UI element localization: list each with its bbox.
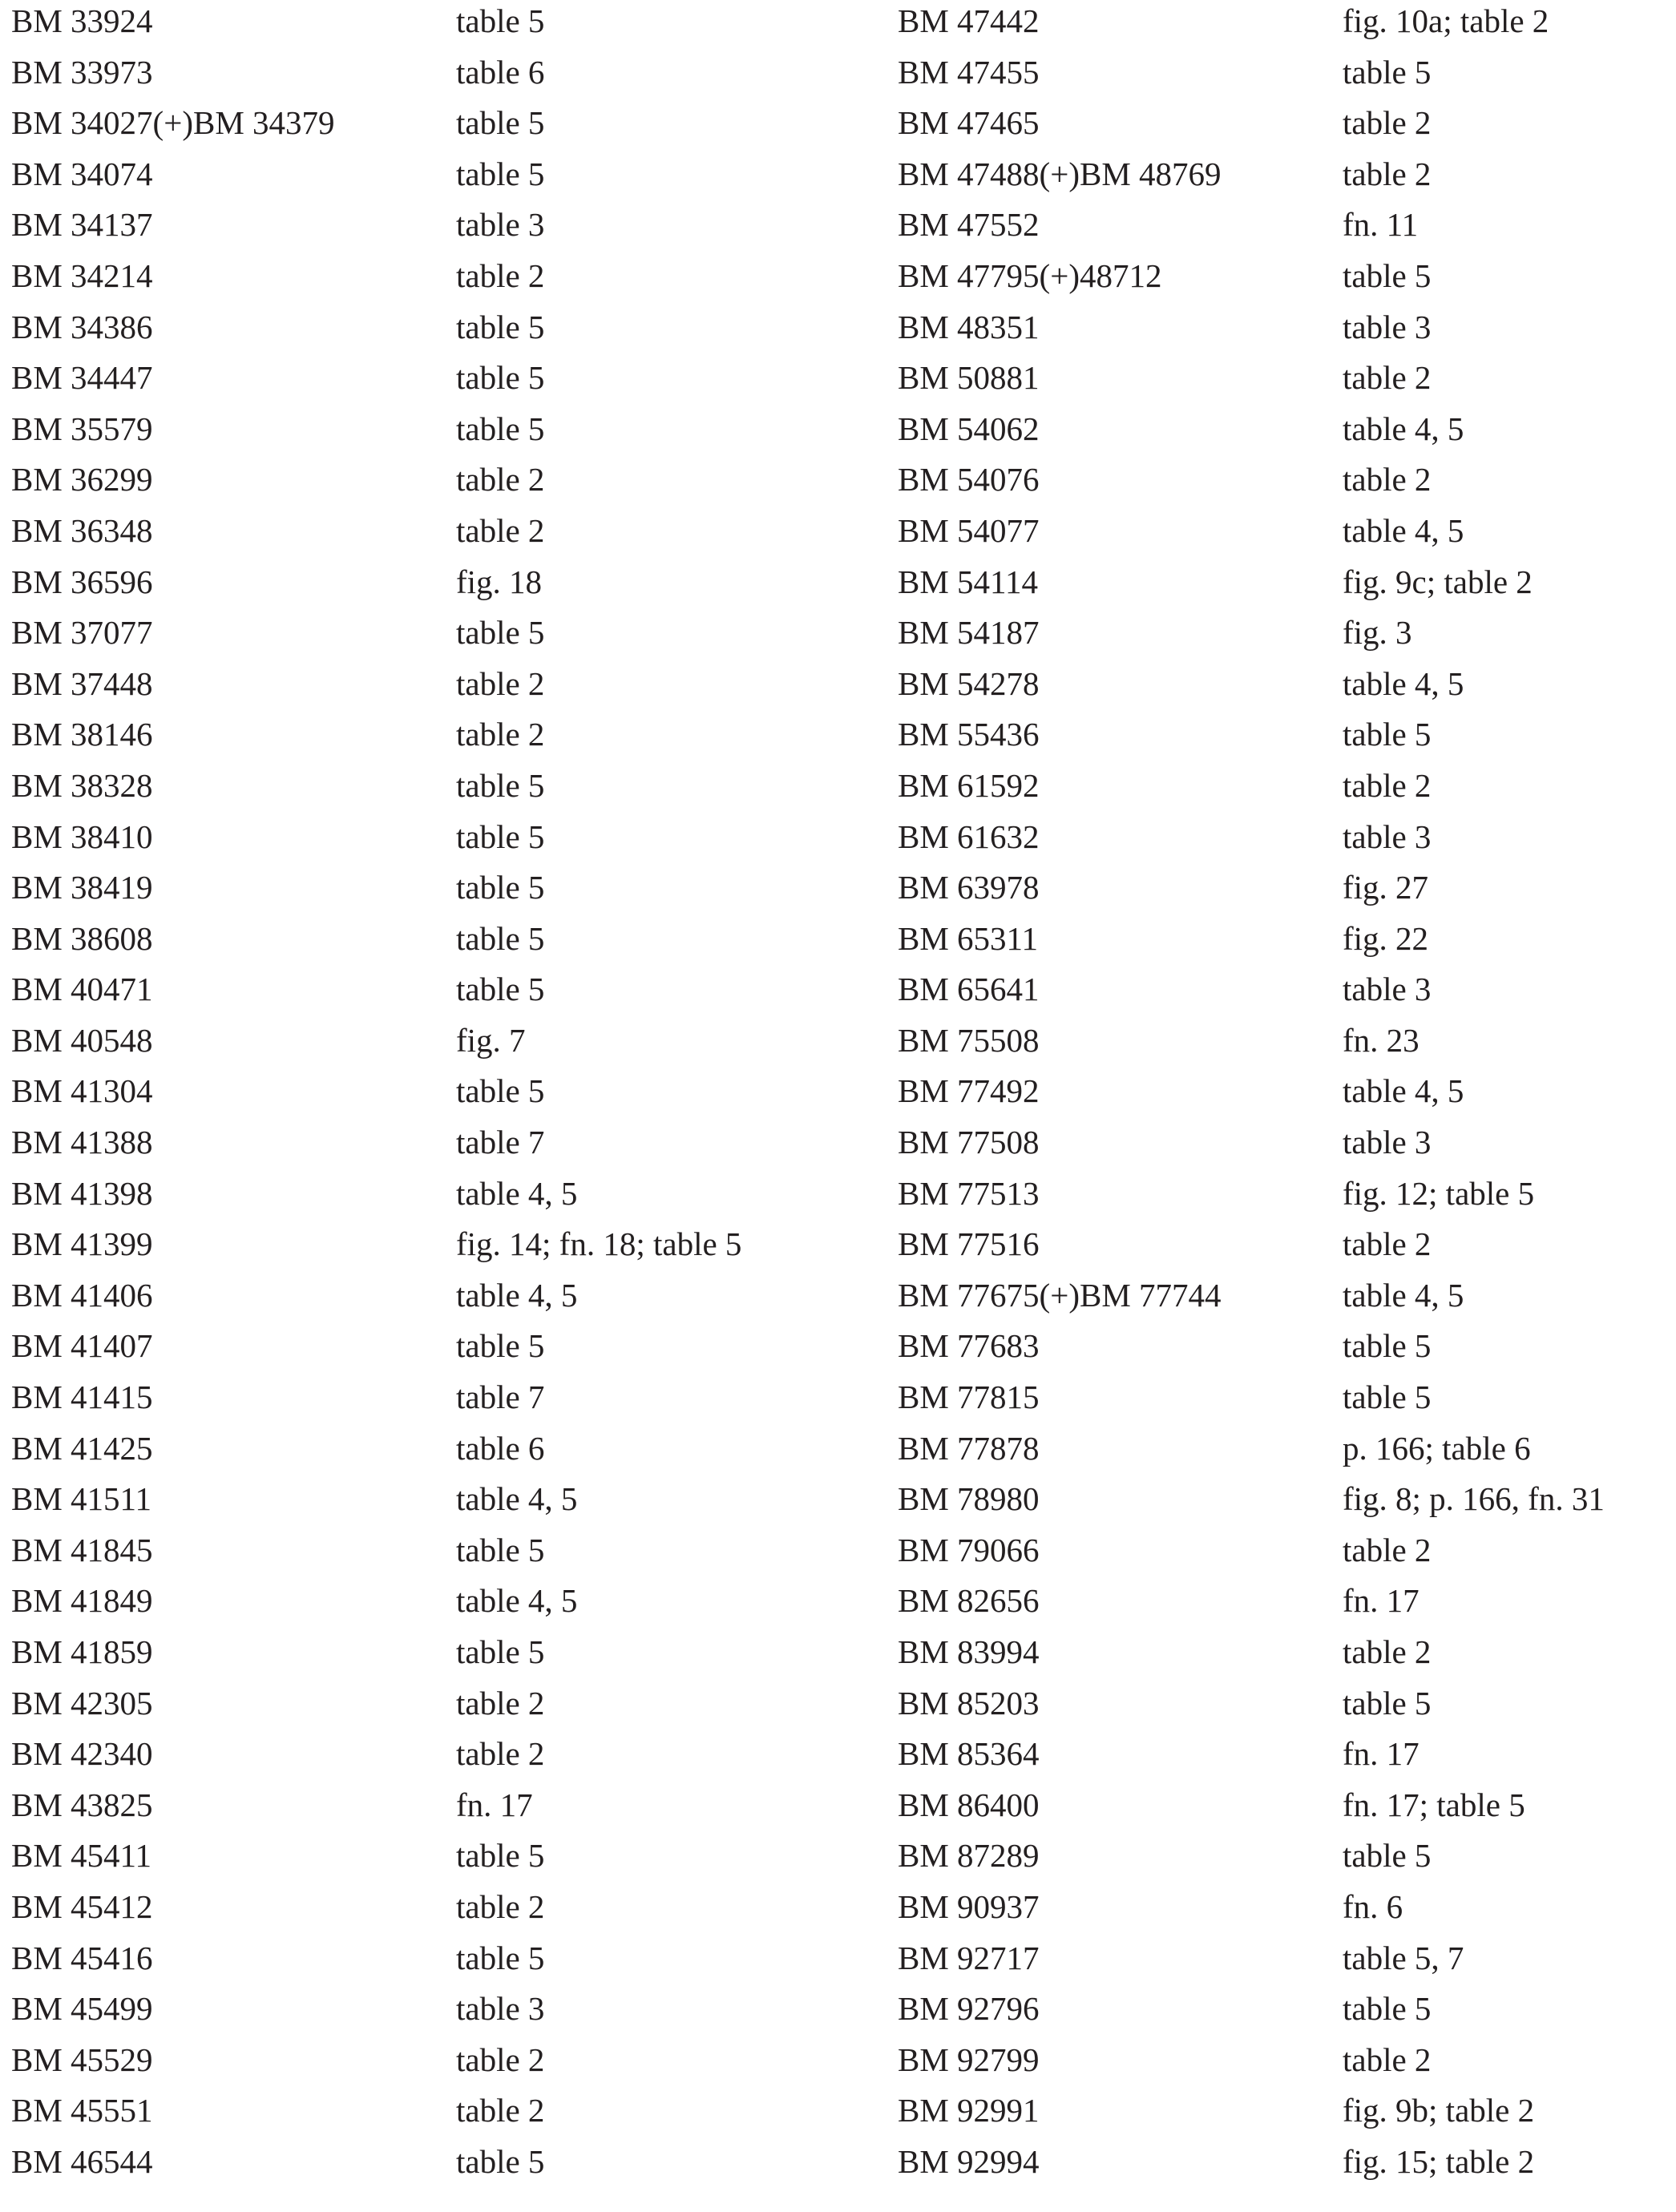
museum-number: BM 54278 (898, 664, 1040, 702)
index-entry (898, 1274, 1676, 1326)
museum-number: BM 63978 (898, 869, 1040, 906)
museum-number: BM 77492 (898, 1072, 1040, 1110)
museum-number: BM 36348 (11, 511, 153, 549)
index-entry (898, 1631, 1676, 1682)
museum-number: BM 79066 (898, 1531, 1040, 1568)
reference: fig. 7 (456, 1021, 526, 1059)
museum-number: BM 34074 (11, 155, 153, 192)
reference: p. 166; table 6 (1343, 1429, 1531, 1467)
reference: table 3 (456, 206, 545, 244)
index-entry (11, 1274, 845, 1326)
index-entry (11, 102, 845, 153)
reference: table 5 (456, 1837, 545, 1875)
reference: table 5 (456, 1531, 545, 1568)
museum-number: BM 77513 (898, 1174, 1040, 1212)
index-entry (898, 1733, 1676, 1784)
reference: table 2 (456, 716, 545, 753)
index-entry (11, 1988, 845, 2039)
museum-number: BM 92717 (898, 1939, 1040, 1976)
index-entry (11, 968, 845, 1019)
museum-number: BM 45416 (11, 1939, 153, 1976)
reference: table 5 (456, 2, 545, 39)
museum-number: BM 77675(+)BM 77744 (898, 1276, 1222, 1314)
reference: table 5 (1343, 1378, 1432, 1416)
index-entry (11, 51, 845, 103)
museum-number: BM 41511 (11, 1480, 152, 1518)
reference: table 5 (1343, 716, 1432, 753)
reference: fig. 9b; table 2 (1343, 2092, 1535, 2129)
reference: table 7 (456, 1124, 545, 1161)
museum-number: BM 41415 (11, 1378, 153, 1416)
museum-number: BM 86400 (898, 1786, 1040, 1823)
reference: table 5 (456, 817, 545, 855)
index-entry (898, 663, 1676, 714)
museum-number: BM 37077 (11, 614, 153, 652)
index-entry (11, 612, 845, 663)
index-entry (898, 1019, 1676, 1071)
reference: table 2 (456, 2040, 545, 2078)
museum-number: BM 54062 (898, 410, 1040, 447)
reference: table 5 (456, 614, 545, 652)
reference: fn. 17 (1343, 1582, 1420, 1620)
reference: fig. 8; p. 166, fn. 31 (1343, 1480, 1605, 1518)
museum-number: BM 45529 (11, 2040, 153, 2078)
reference: fig. 15; table 2 (1343, 2142, 1535, 2180)
index-column-left (11, 0, 845, 2192)
index-entry (898, 2141, 1676, 2192)
index-entry (898, 1784, 1676, 1835)
museum-number: BM 34137 (11, 206, 153, 244)
museum-number: BM 38608 (11, 919, 153, 957)
index-entry (898, 1173, 1676, 1224)
museum-number: BM 55436 (898, 716, 1040, 753)
reference: fn. 11 (1343, 206, 1419, 244)
index-entry (11, 306, 845, 357)
reference: table 4, 5 (456, 1480, 578, 1518)
index-entry (11, 153, 845, 204)
index-entry (898, 458, 1676, 510)
museum-number: BM 90937 (898, 1887, 1040, 1925)
index-entry (898, 1325, 1676, 1376)
museum-number: BM 75508 (898, 1021, 1040, 1059)
index-entry (898, 1682, 1676, 1734)
index-entry (898, 918, 1676, 969)
index-entry (898, 2039, 1676, 2090)
reference: table 6 (456, 53, 545, 91)
reference: table 4, 5 (1343, 410, 1464, 447)
museum-number: BM 61632 (898, 817, 1040, 855)
reference: table 3 (1343, 971, 1432, 1008)
reference: table 2 (456, 2092, 545, 2129)
index-entry (11, 1835, 845, 1886)
reference: table 5 (456, 1072, 545, 1110)
index-entry (11, 663, 845, 714)
index-entry (11, 1173, 845, 1224)
index-entry (11, 1784, 845, 1835)
index-entry (898, 204, 1676, 255)
reference: table 2 (456, 1684, 545, 1722)
museum-number: BM 87289 (898, 1837, 1040, 1875)
reference: table 4, 5 (1343, 511, 1464, 549)
museum-number: BM 33924 (11, 2, 153, 39)
museum-number: BM 33973 (11, 53, 153, 91)
museum-number: BM 77516 (898, 1225, 1040, 1263)
museum-number: BM 85364 (898, 1735, 1040, 1773)
index-entry (11, 1886, 845, 1937)
index-entry (11, 357, 845, 408)
index-entry (898, 1070, 1676, 1121)
reference: table 5 (456, 308, 545, 345)
reference: fn. 23 (1343, 1021, 1420, 1059)
index-entry (898, 1937, 1676, 1988)
museum-number: BM 41406 (11, 1276, 153, 1314)
index-entry (898, 51, 1676, 103)
reference: table 3 (456, 1990, 545, 2028)
museum-number: BM 41388 (11, 1124, 153, 1161)
reference: table 5 (1343, 1327, 1432, 1365)
reference: table 5 (456, 869, 545, 906)
museum-number: BM 78980 (898, 1480, 1040, 1518)
reference: fig. 3 (1343, 614, 1412, 652)
index-entry (11, 1223, 845, 1274)
index-entry (898, 968, 1676, 1019)
museum-number: BM 65311 (898, 919, 1039, 957)
museum-number: BM 77815 (898, 1378, 1040, 1416)
museum-number: BM 82656 (898, 1582, 1040, 1620)
index-entry (11, 1580, 845, 1631)
museum-number: BM 45411 (11, 1837, 152, 1875)
reference: table 2 (1343, 461, 1432, 499)
reference: fig. 12; table 5 (1343, 1174, 1535, 1212)
museum-number: BM 47455 (898, 53, 1040, 91)
reference: table 2 (456, 256, 545, 294)
index-entry (898, 866, 1676, 918)
reference: table 2 (1343, 1633, 1432, 1670)
reference: fig. 14; fn. 18; table 5 (456, 1225, 742, 1263)
reference: table 5 (456, 104, 545, 142)
index-entry (898, 306, 1676, 357)
museum-number: BM 38146 (11, 716, 153, 753)
museum-number: BM 46544 (11, 2142, 153, 2180)
index-entry (11, 1631, 845, 1682)
reference: table 5 (456, 2142, 545, 2180)
museum-number: BM 41304 (11, 1072, 153, 1110)
museum-number: BM 36596 (11, 563, 153, 600)
museum-number: BM 92799 (898, 2040, 1040, 2078)
index-entry (898, 713, 1676, 765)
index-entry (11, 765, 845, 816)
museum-number: BM 42340 (11, 1735, 153, 1773)
museum-number: BM 65641 (898, 971, 1040, 1008)
index-entry (898, 408, 1676, 459)
reference: table 5 (1343, 1837, 1432, 1875)
museum-number: BM 41407 (11, 1327, 153, 1365)
index-entry (898, 1886, 1676, 1937)
index-entry (11, 2089, 845, 2141)
museum-number: BM 38410 (11, 817, 153, 855)
museum-number: BM 41399 (11, 1225, 153, 1263)
museum-number: BM 41845 (11, 1531, 153, 1568)
index-entry (11, 0, 845, 51)
museum-number: BM 85203 (898, 1684, 1040, 1722)
index-entry (11, 866, 845, 918)
reference: table 2 (1343, 155, 1432, 192)
index-entry (898, 1835, 1676, 1886)
index-entry (898, 102, 1676, 153)
museum-number: BM 54187 (898, 614, 1040, 652)
reference: table 5 (1343, 1990, 1432, 2028)
museum-number: BM 36299 (11, 461, 153, 499)
museum-number: BM 34214 (11, 256, 153, 294)
index-entry (11, 1937, 845, 1988)
index-entry (11, 713, 845, 765)
museum-number: BM 40471 (11, 971, 153, 1008)
museum-number: BM 34386 (11, 308, 153, 345)
index-entry (898, 1478, 1676, 1529)
index-entry (11, 1325, 845, 1376)
museum-number: BM 50881 (898, 359, 1040, 397)
museum-number: BM 45412 (11, 1887, 153, 1925)
index-entry (11, 1682, 845, 1734)
reference: table 4, 5 (1343, 1276, 1464, 1314)
index-entry (11, 1019, 845, 1071)
index-entry (11, 561, 845, 612)
reference: table 5 (456, 1633, 545, 1670)
reference: table 3 (1343, 308, 1432, 345)
reference: table 5 (456, 1939, 545, 1976)
museum-number: BM 92994 (898, 2142, 1040, 2180)
index-entry (898, 153, 1676, 204)
index-entry (898, 612, 1676, 663)
museum-number: BM 38419 (11, 869, 153, 906)
reference: table 4, 5 (456, 1582, 578, 1620)
reference: table 5, 7 (1343, 1939, 1464, 1976)
reference: table 2 (1343, 2040, 1432, 2078)
museum-number: BM 47442 (898, 2, 1040, 39)
reference: table 4, 5 (456, 1276, 578, 1314)
museum-number: BM 45499 (11, 1990, 153, 2028)
reference: table 2 (456, 1887, 545, 1925)
museum-number: BM 45551 (11, 2092, 153, 2129)
reference: fn. 17 (456, 1786, 533, 1823)
index-entry (898, 561, 1676, 612)
museum-number: BM 83994 (898, 1633, 1040, 1670)
reference: table 3 (1343, 1124, 1432, 1161)
reference: table 2 (456, 1735, 545, 1773)
museum-number: BM 41398 (11, 1174, 153, 1212)
index-entry (898, 2089, 1676, 2141)
reference: fig. 9c; table 2 (1343, 563, 1533, 600)
index-entry (11, 1121, 845, 1173)
reference: table 2 (456, 461, 545, 499)
reference: table 2 (456, 511, 545, 549)
museum-number: BM 42305 (11, 1684, 153, 1722)
index-entry (898, 1988, 1676, 2039)
index-entry (898, 1121, 1676, 1173)
museum-number: BM 54114 (898, 563, 1039, 600)
index-entry (11, 1376, 845, 1427)
index-entry (898, 1529, 1676, 1580)
museum-number: BM 92796 (898, 1990, 1040, 2028)
reference: fn. 17 (1343, 1735, 1420, 1773)
index-entry (11, 1478, 845, 1529)
museum-number: BM 48351 (898, 308, 1040, 345)
reference: table 5 (456, 359, 545, 397)
museum-number: BM 38328 (11, 766, 153, 804)
index-entry (11, 255, 845, 306)
reference: table 2 (1343, 359, 1432, 397)
reference: table 5 (456, 410, 545, 447)
index-entry (11, 918, 845, 969)
museum-number: BM 92991 (898, 2092, 1040, 2129)
index-entry (11, 816, 845, 867)
museum-number: BM 41425 (11, 1429, 153, 1467)
index-entry (11, 1070, 845, 1121)
index-entry (11, 1733, 845, 1784)
reference: table 2 (1343, 1531, 1432, 1568)
index-entry (11, 2039, 845, 2090)
museum-number: BM 61592 (898, 766, 1040, 804)
reference: table 2 (1343, 1225, 1432, 1263)
reference: fig. 10a; table 2 (1343, 2, 1549, 39)
reference: table 5 (456, 155, 545, 192)
reference: table 5 (456, 971, 545, 1008)
reference: table 4, 5 (1343, 1072, 1464, 1110)
reference: table 4, 5 (1343, 664, 1464, 702)
reference: table 2 (456, 664, 545, 702)
reference: table 2 (1343, 104, 1432, 142)
museum-number: BM 77878 (898, 1429, 1040, 1467)
reference: table 6 (456, 1429, 545, 1467)
reference: fig. 22 (1343, 919, 1429, 957)
museum-number: BM 54076 (898, 461, 1040, 499)
index-column-right (898, 0, 1676, 2192)
museum-number: BM 37448 (11, 664, 153, 702)
index-entry (898, 816, 1676, 867)
reference: table 4, 5 (456, 1174, 578, 1212)
index-entry (11, 204, 845, 255)
reference: fig. 18 (456, 563, 543, 600)
index-entry (11, 408, 845, 459)
museum-number: BM 35579 (11, 410, 153, 447)
index-entry (898, 1427, 1676, 1479)
museum-number: BM 34027(+)BM 34379 (11, 104, 335, 142)
reference: fig. 27 (1343, 869, 1429, 906)
index-entry (898, 255, 1676, 306)
reference: table 5 (1343, 53, 1432, 91)
index-entry (11, 458, 845, 510)
museum-number: BM 47488(+)BM 48769 (898, 155, 1222, 192)
index-entry (898, 0, 1676, 51)
museum-number: BM 77683 (898, 1327, 1040, 1365)
reference: table 2 (1343, 766, 1432, 804)
museum-number: BM 34447 (11, 359, 153, 397)
index-entry (898, 765, 1676, 816)
index-entry (898, 357, 1676, 408)
index-entry (898, 1376, 1676, 1427)
reference: fn. 17; table 5 (1343, 1786, 1525, 1823)
index-entry (898, 510, 1676, 561)
index-entry (898, 1223, 1676, 1274)
index-entry (11, 510, 845, 561)
index-entry (11, 2141, 845, 2192)
museum-number: BM 47465 (898, 104, 1040, 142)
reference: table 5 (456, 1327, 545, 1365)
reference: fn. 6 (1343, 1887, 1403, 1925)
reference: table 5 (1343, 1684, 1432, 1722)
reference: table 3 (1343, 817, 1432, 855)
museum-number: BM 40548 (11, 1021, 153, 1059)
reference: table 5 (456, 919, 545, 957)
museum-number: BM 47552 (898, 206, 1040, 244)
index-entry (11, 1427, 845, 1479)
museum-number: BM 41849 (11, 1582, 153, 1620)
reference: table 5 (456, 766, 545, 804)
reference: table 5 (1343, 256, 1432, 294)
reference: table 7 (456, 1378, 545, 1416)
museum-number: BM 41859 (11, 1633, 153, 1670)
museum-number: BM 43825 (11, 1786, 153, 1823)
museum-number: BM 47795(+)48712 (898, 256, 1162, 294)
index-entry (11, 1529, 845, 1580)
museum-number: BM 54077 (898, 511, 1040, 549)
museum-number: BM 77508 (898, 1124, 1040, 1161)
index-entry (898, 1580, 1676, 1631)
